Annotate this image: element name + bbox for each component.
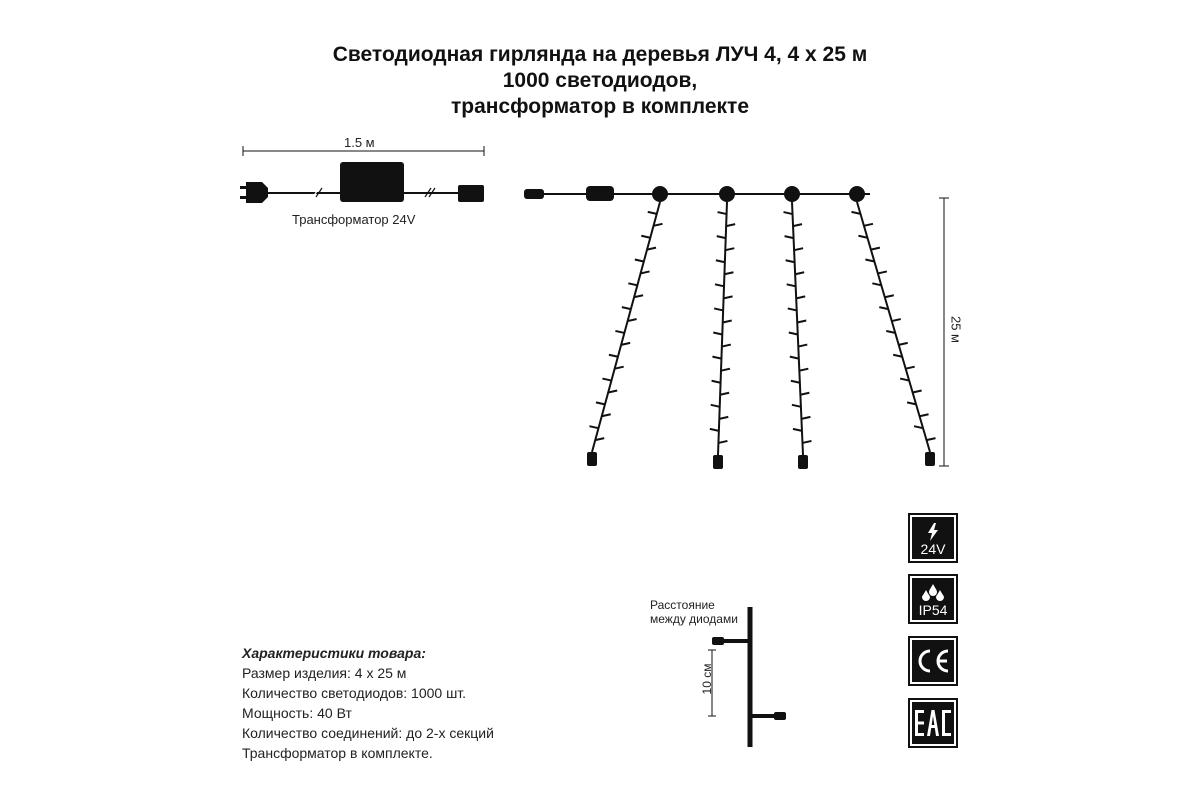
title-line-1: Светодиодная гирлянда на деревья ЛУЧ 4, 4 х 25 м [332,43,868,66]
led-diode [799,369,808,371]
diode-spacing-title-line2: между диодами [650,612,738,626]
led-diode [786,260,795,262]
led-diode [792,405,801,407]
ce-badge [908,636,958,686]
led-diode [609,355,618,357]
led-diode [801,417,810,419]
led-diode [878,271,887,273]
led-diode [721,369,730,371]
led-diode [724,296,733,298]
garland-main-cable [524,186,870,202]
led-diode [790,357,799,359]
led-diode [791,381,800,383]
led-diode [802,441,811,443]
led-diode [723,320,732,322]
led-diode [641,236,650,238]
led-diode [899,343,908,345]
led-diode [797,320,806,322]
eac-mark-icon [914,708,952,738]
led-diode [784,212,793,214]
controller-box [586,186,614,201]
strand-end-cap [798,455,808,469]
diode-spacing-value: 10 см [700,663,714,695]
led-diode [793,224,802,226]
led-diode [795,272,804,274]
led-diode [800,393,809,395]
strand-wire [792,202,803,455]
led-diode [724,272,733,274]
led-diode [714,308,723,310]
led-diode [713,333,722,335]
led-diode [794,248,803,250]
ce-mark-icon [915,648,951,674]
spec-item: Трансформатор в комплекте. [242,745,433,761]
strand-wire [857,202,930,452]
led-diode [712,381,721,383]
led-diode [615,331,624,333]
input-connector [524,189,544,199]
led-diode [927,438,936,440]
led-diode [720,393,729,395]
spec-item: Мощность: 40 Вт [242,705,352,721]
led-diode [787,284,796,286]
led-diode [711,405,720,407]
cable-length-label: 1.5 м [344,135,375,150]
ip-rating-text: IP54 [918,602,948,618]
transformer-label: Трансформатор 24V [292,212,416,227]
led-diode [785,236,794,238]
strand-end-cap [587,452,597,466]
led-diode [722,345,731,347]
led-diode [892,319,901,321]
strand-end-cap [713,455,723,469]
led-diode [871,248,880,250]
led-diode [788,308,797,310]
eac-badge [908,698,958,748]
led-diode [648,212,657,214]
height-dimension [939,198,949,466]
led-diode [798,345,807,347]
product-specs [242,643,494,763]
splitter-2 [719,186,735,202]
led-diode [710,429,719,431]
transformer-assembly [240,146,484,203]
transformer-connector [458,185,484,202]
led-diode [796,296,805,298]
detail-led-2 [774,712,786,720]
splitter-4 [849,186,865,202]
led-diode [793,429,802,431]
transformer-box [340,162,404,202]
led-diode [596,402,605,404]
voltage-badge-text: 24V [920,541,946,557]
led-diode [920,414,929,416]
spec-item: Количество светодиодов: 1000 шт. [242,685,467,701]
led-diode [716,260,725,262]
plug-pin-icon [240,186,246,189]
spec-item: Размер изделия: 4 х 25 м [242,665,407,681]
splitter-1 [652,186,668,202]
led-diode [589,426,598,428]
detail-led-1 [712,637,724,645]
title-line-2: 1000 светодиодов, [502,69,698,92]
spec-item: Количество соединений: до 2-х секций [242,725,494,741]
lightning-icon [927,523,939,541]
led-diode [913,390,922,392]
ip-rating-badge [908,574,958,624]
specs-heading: Характеристики товара: [242,645,426,661]
led-diode [718,212,727,214]
led-diode [622,307,631,309]
strand-end-cap [925,452,935,466]
diode-spacing-title [650,598,738,626]
led-diode [717,236,726,238]
diode-spacing-title-line1: Расстояние [650,598,715,612]
title-line-3: трансформатор в комплекте [450,95,750,118]
plug-icon [246,182,268,203]
led-diode [719,417,728,419]
led-diode [726,224,735,226]
water-drops-icon [920,584,946,602]
led-diode [628,283,637,285]
led-diode [906,367,915,369]
led-diode [712,357,721,359]
led-diode [864,224,873,226]
led-diode [725,248,734,250]
strand-wire [592,202,660,452]
garland-strands [587,202,936,469]
led-diode [718,441,727,443]
led-diode [715,284,724,286]
led-diode [789,333,798,335]
led-diode [602,379,611,381]
led-diode [635,260,644,262]
splitter-3 [784,186,800,202]
led-diode [885,295,894,297]
diode-spacing-detail [708,607,786,747]
height-label: 25 м [948,315,964,343]
voltage-badge [908,513,958,563]
